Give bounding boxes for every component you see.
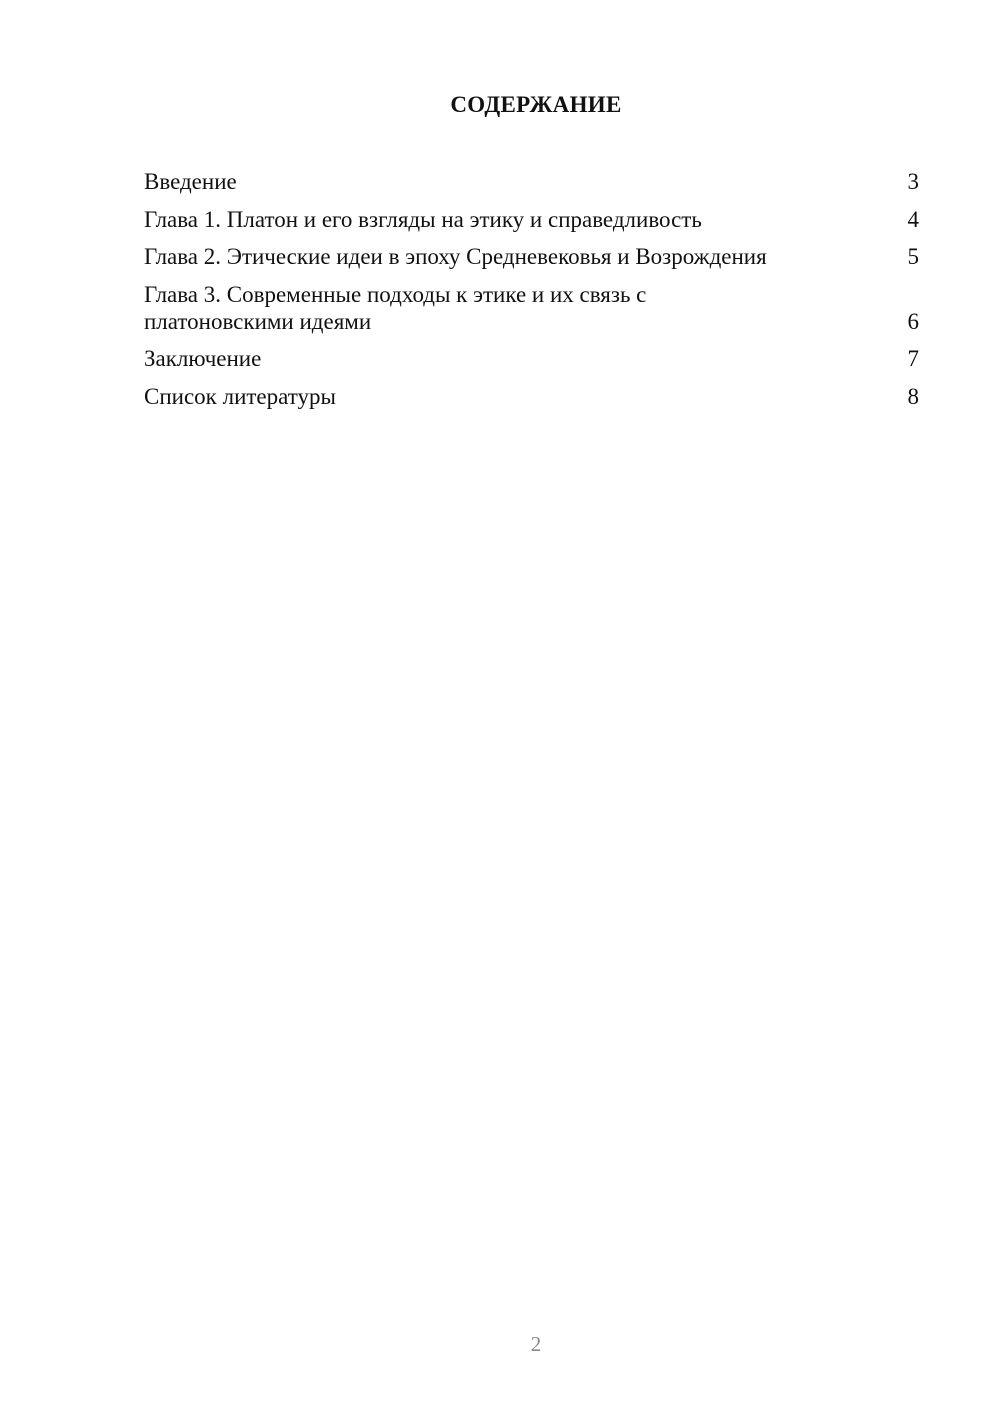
toc-entry-text: Глава 3. Современные подходы к этике и их связь с платоновскими идеями <box>144 281 647 334</box>
page-number: 2 <box>530 1332 542 1356</box>
toc-entry-text: Глава 1. Платон и его взгляды на этику и справедливость <box>144 206 702 232</box>
toc-entry-page: 6 <box>907 308 919 334</box>
toc-entry-text: Заключение <box>144 346 262 371</box>
toc-entry-text: Список литературы <box>144 383 336 409</box>
toc-entry-page: 5 <box>907 244 919 269</box>
toc-entry-chapter-2 <box>144 243 919 270</box>
toc-entry-conclusion <box>144 345 919 372</box>
toc-entry-text: Введение <box>144 169 237 194</box>
toc-entry-text: Глава 2. Этические идеи в эпоху Средневековья и Возрождения <box>144 244 767 269</box>
toc-entry-chapter-1 <box>144 206 919 233</box>
table-of-contents <box>144 168 919 420</box>
toc-entry-chapter-3 <box>144 281 919 335</box>
toc-entry-page: 8 <box>907 383 919 409</box>
toc-entry-page: 7 <box>907 346 919 371</box>
page-title: СОДЕРЖАНИЕ <box>450 92 622 117</box>
toc-entry-page: 4 <box>907 206 919 232</box>
toc-entry-introduction <box>144 168 919 195</box>
toc-entry-references <box>144 383 919 410</box>
toc-entry-page: 3 <box>907 169 919 194</box>
